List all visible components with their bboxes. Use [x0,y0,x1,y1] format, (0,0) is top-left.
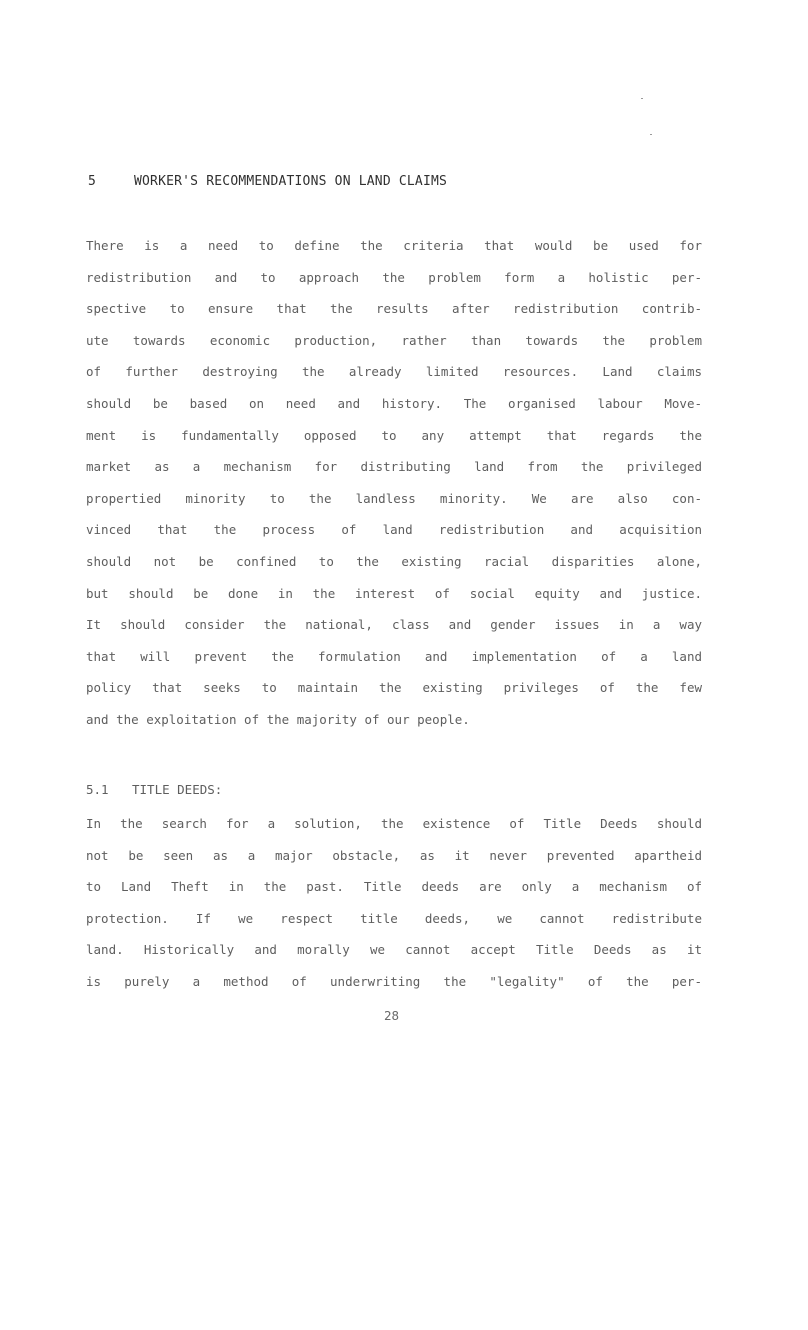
text-line: is purely a method of underwriting the "legality" of the per- [86,973,702,989]
text-line: market as a mechanism for distributing land from the privileged [86,459,702,475]
text-line: In the search for a solution, the existence of Title Deeds should [86,816,702,831]
text-line: should be based on need and history. The organised labour Move- [86,395,702,411]
text-line: but should be done in the interest of social equity and justice. [86,585,702,601]
paragraph-title-deeds [86,808,702,998]
text-line: should not be confined to the existing racial disparities alone, [86,553,702,569]
text-line: propertied minority to the landless minority. We are also con- [86,490,702,506]
text-line: spective to ensure that the results after redistribution contrib- [86,301,702,317]
text-line: There is a need to define the criteria that would be used for [86,238,702,253]
subsection-heading [86,782,222,797]
text-line: not be seen as a major obstacle, as it never prevented apartheid [86,847,702,863]
subsection-number: 5.1 [86,782,109,797]
text-line: protection. If we respect title deeds, we cannot redistribute [86,910,702,926]
text-line: of further destroying the already limited resources. Land claims [86,364,702,380]
section-number: 5 [88,174,97,189]
text-line: ment is fundamentally opposed to any attempt that regards the [86,427,702,443]
subsection-title: TITLE DEEDS: [132,782,223,797]
text-line: ute towards economic production, rather than towards the problem [86,332,702,348]
text-line: It should consider the national, class and gender issues in a way [86,617,702,633]
text-line: redistribution and to approach the problem form a holistic per- [86,269,702,285]
text-line: vinced that the process of land redistribution and acquisition [86,522,702,538]
section-heading [88,174,447,189]
text-line: and the exploitation of the majority of our people. [86,711,470,727]
text-line: to Land Theft in the past. Title deeds are only a mechanism of [86,879,702,895]
scan-speck [650,134,652,135]
text-line: that will prevent the formulation and implementation of a land [86,648,702,664]
text-line: policy that seeks to maintain the existing privileges of the few [86,680,702,696]
text-line: land. Historically and morally we cannot accept Title Deeds as it [86,942,702,958]
section-title: WORKER'S RECOMMENDATIONS ON LAND CLAIMS [134,174,448,189]
paragraph-land-claims [86,230,702,736]
page-number: 28 [384,1008,400,1023]
scan-speck [641,98,643,99]
